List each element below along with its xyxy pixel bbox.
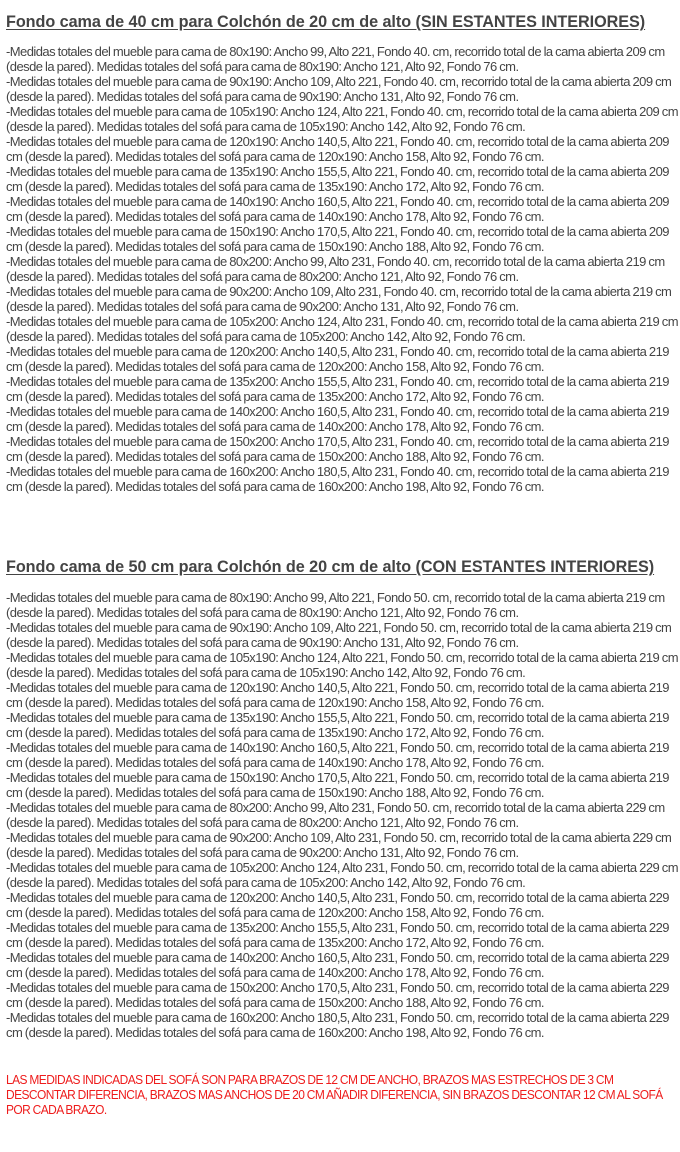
measurement-item: -Medidas totales del mueble para cama de 135x190: Ancho 155,5, Alto 221, Fondo 50. cm, recorrido total de la cama abierta 219 cm (desde la pared). Medidas totales del sofá para cama de 135x190: Ancho 172, Alto 92, Fondo 76 cm.	[6, 710, 669, 740]
measurement-item: -Medidas totales del mueble para cama de 105x200: Ancho 124, Alto 231, Fondo 50. cm, recorrido total de la cama abierta 229 cm (desde la pared). Medidas totales del sofá para cama de 105x200: Ancho 142, Alto 92, Fondo 76 cm.	[6, 860, 678, 890]
measurement-item: -Medidas totales del mueble para cama de 105x190: Ancho 124, Alto 221, Fondo 50. cm, recorrido total de la cama abierta 219 cm (desde la pared). Medidas totales del sofá para cama de 105x190: Ancho 142, Alto 92, Fondo 76 cm.	[6, 650, 678, 680]
measurement-item: -Medidas totales del mueble para cama de 150x200: Ancho 170,5, Alto 231, Fondo 40. cm, recorrido total de la cama abierta 219 cm (desde la pared). Medidas totales del sofá para cama de 150x200: Ancho 188, Alto 92, Fondo 76 cm.	[6, 434, 669, 464]
section-title-con-estantes: Fondo cama de 50 cm para Colchón de 20 cm de alto (CON ESTANTES INTERIORES)	[6, 558, 655, 576]
measurement-item: -Medidas totales del mueble para cama de 90x190: Ancho 109, Alto 221, Fondo 40. cm, recorrido total de la cama abierta 209 cm (desde la pared). Medidas totales del sofá para cama de 90x190: Ancho 131, Alto 92, Fondo 76 cm.	[6, 74, 672, 104]
measurement-item: -Medidas totales del mueble para cama de 120x200: Ancho 140,5, Alto 231, Fondo 40. cm, recorrido total de la cama abierta 219 cm (desde la pared). Medidas totales del sofá para cama de 120x200: Ancho 158, Alto 92, Fondo 76 cm.	[6, 344, 669, 374]
measurement-item: -Medidas totales del mueble para cama de 140x200: Ancho 160,5, Alto 231, Fondo 40. cm, recorrido total de la cama abierta 219 cm (desde la pared). Medidas totales del sofá para cama de 140x200: Ancho 178, Alto 92, Fondo 76 cm.	[6, 404, 669, 434]
measurement-item: -Medidas totales del mueble para cama de 80x190: Ancho 99, Alto 221, Fondo 40. cm, recorrido total de la cama abierta 209 cm (desde la pared). Medidas totales del sofá para cama de 80x190: Ancho 121, Alto 92, Fondo 76 cm.	[6, 44, 665, 74]
measurement-item: -Medidas totales del mueble para cama de 140x190: Ancho 160,5, Alto 221, Fondo 40. cm, recorrido total de la cama abierta 209 cm (desde la pared). Medidas totales del sofá para cama de 140x190: Ancho 178, Alto 92, Fondo 76 cm.	[6, 194, 669, 224]
measurement-item: -Medidas totales del mueble para cama de 80x200: Ancho 99, Alto 231, Fondo 50. cm, recorrido total de la cama abierta 229 cm (desde la pared). Medidas totales del sofá para cama de 80x200: Ancho 121, Alto 92, Fondo 76 cm.	[6, 800, 665, 830]
measurement-item: -Medidas totales del mueble para cama de 90x200: Ancho 109, Alto 231, Fondo 40. cm, recorrido total de la cama abierta 219 cm (desde la pared). Medidas totales del sofá para cama de 90x200: Ancho 131, Alto 92, Fondo 76 cm.	[6, 284, 672, 314]
measurement-item: -Medidas totales del mueble para cama de 135x190: Ancho 155,5, Alto 221, Fondo 40. cm, recorrido total de la cama abierta 209 cm (desde la pared). Medidas totales del sofá para cama de 135x190: Ancho 172, Alto 92, Fondo 76 cm.	[6, 164, 669, 194]
measurement-item: -Medidas totales del mueble para cama de 105x200: Ancho 124, Alto 231, Fondo 40. cm, recorrido total de la cama abierta 219 cm (desde la pared). Medidas totales del sofá para cama de 105x200: Ancho 142, Alto 92, Fondo 76 cm.	[6, 314, 678, 344]
measurement-item: -Medidas totales del mueble para cama de 150x200: Ancho 170,5, Alto 231, Fondo 50. cm, recorrido total de la cama abierta 229 cm (desde la pared). Medidas totales del sofá para cama de 150x200: Ancho 188, Alto 92, Fondo 76 cm.	[6, 980, 669, 1010]
sofa-arms-note: LAS MEDIDAS INDICADAS DEL SOFÁ SON PARA BRAZOS DE 12 CM DE ANCHO, BRAZOS MAS ESTRECHOS DE 3 CM DESCONTAR DIFERENCIA, BRAZOS MAS ANCHOS DE 20 CM AÑADIR DIFERENCIA, SIN BRAZOS DESCONTAR 12 CM AL SOFÁ POR CADA BRAZO.	[6, 1072, 663, 1117]
measurement-item: -Medidas totales del mueble para cama de 140x200: Ancho 160,5, Alto 231, Fondo 50. cm, recorrido total de la cama abierta 229 cm (desde la pared). Medidas totales del sofá para cama de 140x200: Ancho 178, Alto 92, Fondo 76 cm.	[6, 950, 669, 980]
measurement-item: -Medidas totales del mueble para cama de 120x190: Ancho 140,5, Alto 221, Fondo 40. cm, recorrido total de la cama abierta 209 cm (desde la pared). Medidas totales del sofá para cama de 120x190: Ancho 158, Alto 92, Fondo 76 cm.	[6, 134, 669, 164]
measurement-item: -Medidas totales del mueble para cama de 120x200: Ancho 140,5, Alto 231, Fondo 50. cm, recorrido total de la cama abierta 229 cm (desde la pared). Medidas totales del sofá para cama de 120x200: Ancho 158, Alto 92, Fondo 76 cm.	[6, 890, 669, 920]
measurements-list-con-estantes	[6, 590, 680, 1040]
measurement-item: -Medidas totales del mueble para cama de 150x190: Ancho 170,5, Alto 221, Fondo 40. cm, recorrido total de la cama abierta 209 cm (desde la pared). Medidas totales del sofá para cama de 150x190: Ancho 188, Alto 92, Fondo 76 cm.	[6, 224, 669, 254]
measurement-item: -Medidas totales del mueble para cama de 135x200: Ancho 155,5, Alto 231, Fondo 50. cm, recorrido total de la cama abierta 229 cm (desde la pared). Medidas totales del sofá para cama de 135x200: Ancho 172, Alto 92, Fondo 76 cm.	[6, 920, 669, 950]
measurement-item: -Medidas totales del mueble para cama de 90x200: Ancho 109, Alto 231, Fondo 50. cm, recorrido total de la cama abierta 229 cm (desde la pared). Medidas totales del sofá para cama de 90x200: Ancho 131, Alto 92, Fondo 76 cm.	[6, 830, 672, 860]
measurement-item: -Medidas totales del mueble para cama de 135x200: Ancho 155,5, Alto 231, Fondo 40. cm, recorrido total de la cama abierta 219 cm (desde la pared). Medidas totales del sofá para cama de 135x200: Ancho 172, Alto 92, Fondo 76 cm.	[6, 374, 669, 404]
measurement-item: -Medidas totales del mueble para cama de 90x190: Ancho 109, Alto 221, Fondo 50. cm, recorrido total de la cama abierta 219 cm (desde la pared). Medidas totales del sofá para cama de 90x190: Ancho 131, Alto 92, Fondo 76 cm.	[6, 620, 672, 650]
measurement-item: -Medidas totales del mueble para cama de 80x200: Ancho 99, Alto 231, Fondo 40. cm, recorrido total de la cama abierta 219 cm (desde la pared). Medidas totales del sofá para cama de 80x200: Ancho 121, Alto 92, Fondo 76 cm.	[6, 254, 665, 284]
measurement-item: -Medidas totales del mueble para cama de 105x190: Ancho 124, Alto 221, Fondo 40. cm, recorrido total de la cama abierta 209 cm (desde la pared). Medidas totales del sofá para cama de 105x190: Ancho 142, Alto 92, Fondo 76 cm.	[6, 104, 678, 134]
measurement-item: -Medidas totales del mueble para cama de 160x200: Ancho 180,5, Alto 231, Fondo 50. cm, recorrido total de la cama abierta 229 cm (desde la pared). Medidas totales del sofá para cama de 160x200: Ancho 198, Alto 92, Fondo 76 cm.	[6, 1010, 669, 1040]
measurement-item: -Medidas totales del mueble para cama de 80x190: Ancho 99, Alto 221, Fondo 50. cm, recorrido total de la cama abierta 219 cm (desde la pared). Medidas totales del sofá para cama de 80x190: Ancho 121, Alto 92, Fondo 76 cm.	[6, 590, 665, 620]
measurement-item: -Medidas totales del mueble para cama de 160x200: Ancho 180,5, Alto 231, Fondo 40. cm, recorrido total de la cama abierta 219 cm (desde la pared). Medidas totales del sofá para cama de 160x200: Ancho 198, Alto 92, Fondo 76 cm.	[6, 464, 669, 494]
measurement-item: -Medidas totales del mueble para cama de 150x190: Ancho 170,5, Alto 221, Fondo 50. cm, recorrido total de la cama abierta 219 cm (desde la pared). Medidas totales del sofá para cama de 150x190: Ancho 188, Alto 92, Fondo 76 cm.	[6, 770, 669, 800]
measurements-list-sin-estantes	[6, 44, 680, 494]
measurement-item: -Medidas totales del mueble para cama de 120x190: Ancho 140,5, Alto 221, Fondo 50. cm, recorrido total de la cama abierta 219 cm (desde la pared). Medidas totales del sofá para cama de 120x190: Ancho 158, Alto 92, Fondo 76 cm.	[6, 680, 669, 710]
measurement-item: -Medidas totales del mueble para cama de 140x190: Ancho 160,5, Alto 221, Fondo 50. cm, recorrido total de la cama abierta 219 cm (desde la pared). Medidas totales del sofá para cama de 140x190: Ancho 178, Alto 92, Fondo 76 cm.	[6, 740, 669, 770]
section-title-sin-estantes: Fondo cama de 40 cm para Colchón de 20 cm de alto (SIN ESTANTES INTERIORES)	[6, 13, 646, 31]
